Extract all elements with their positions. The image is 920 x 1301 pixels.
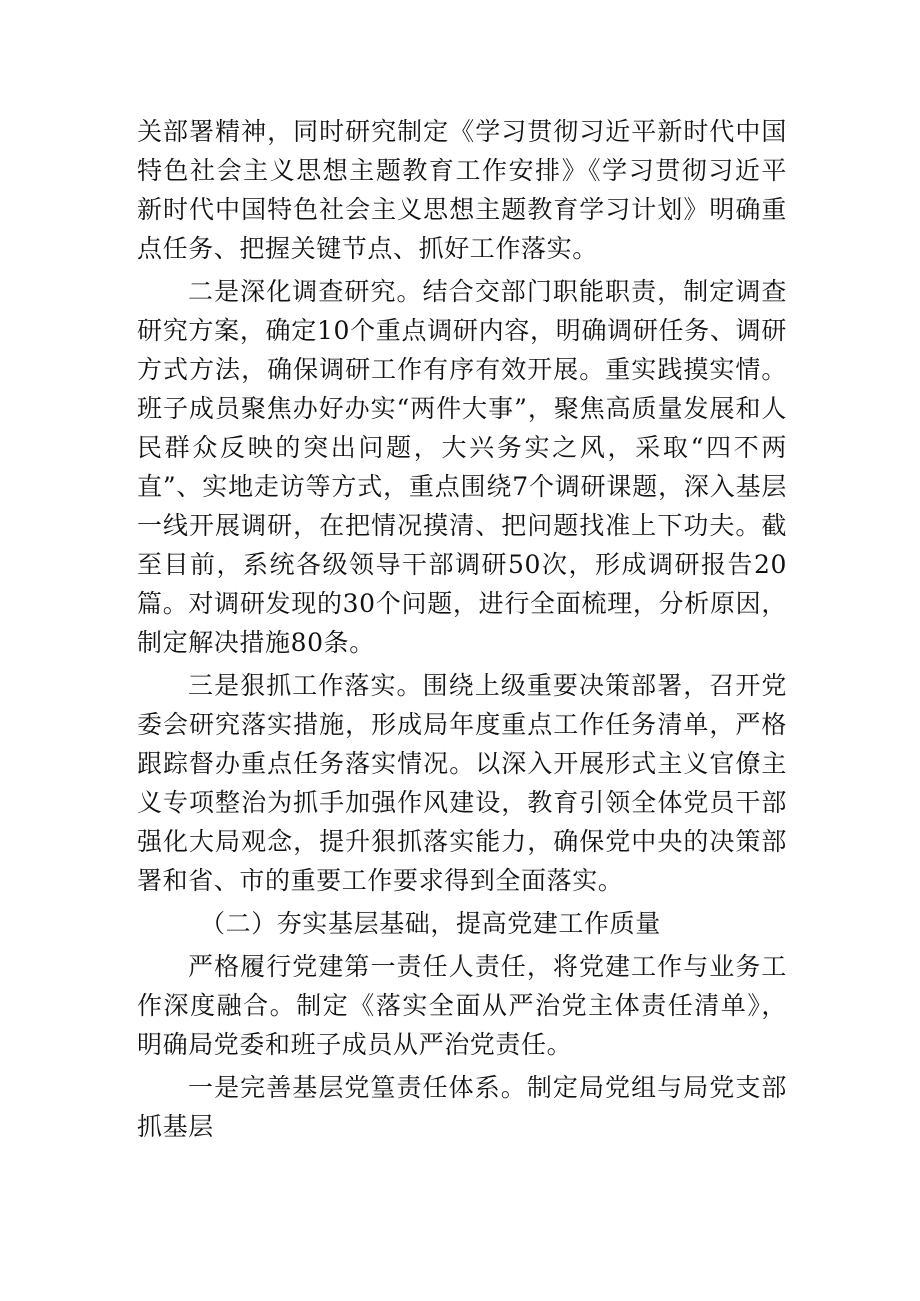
section-heading: （二）夯实基层基础，提高党建工作质量 <box>200 909 661 938</box>
paragraph-deepen-research: 二是深化调查研究。结合交部门职能职责，制定调查研究方案，确定10个重点调研内容，明确调研任务、调研方式方法，确保调研工作有序有效开展。重实践摸实情。班子成员聚焦办好办实“两件大事”，聚焦高质量发展和人民群众反映的突出问题，大兴务实之风，采取“四不两直”、实地走访等方式，重点围绕7个调研课题，深入基层一线开展调研，在把情况摸清、把问题找准上下功夫。截至目前，系统各级领导干部调研50次，形成调研报告20篇。对调研发现的30个问题，进行全面梳理，分析原因，制定解决措施80条。 <box>137 277 787 657</box>
paragraph-implementation: 三是狠抓工作落实。围绕上级重要决策部署，召开党委会研究落实措施，形成局年度重点工作任务清单，严格跟踪督办重点任务落实情况。以深入开展形式主义官僚主义专项整治为抓手加强作风建设，教育引领全体党员干部强化大局观念，提升狠抓落实能力，确保党中央的决策部署和省、市的重要工作要求得到全面落实。 <box>137 671 787 895</box>
paragraph-grassroots-system: 一是完善基层党篁责任体系。制定局党组与局党支部抓基层 <box>137 1073 787 1141</box>
paragraph-party-responsibility: 严格履行党建第一责任人责任，将党建工作与业务工作深度融合。制定《落实全面从严治党主体责任清单》，明确局党委和班子成员从严治党责任。 <box>137 952 787 1059</box>
document-body <box>137 112 787 1146</box>
paragraph-deployment-spirit: 关部署精神，同时研究制定《学习贯彻习近平新时代中国特色社会主义思想主题教育工作安排》《学习贯彻习近平新时代中国特色社会主义思想主题教育学习计划》明确重点任务、把握关键节点、抓好工作落实。 <box>137 117 787 263</box>
